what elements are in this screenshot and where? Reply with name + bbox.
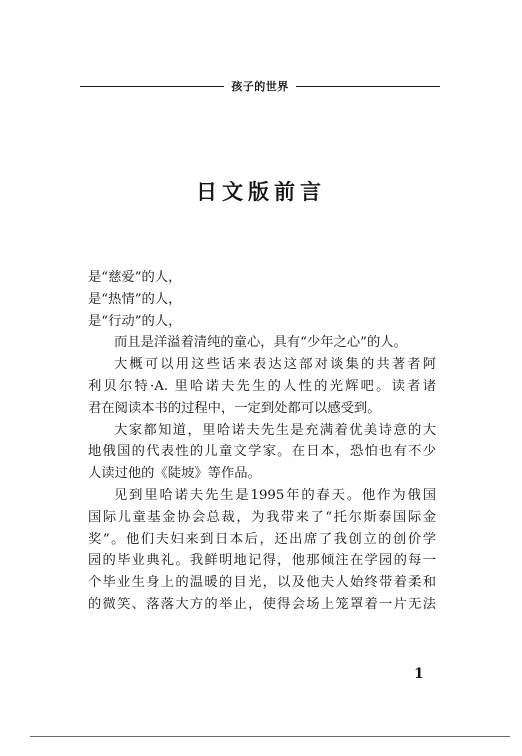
- text-line: 人读过他的《陡坡》等作品。: [88, 466, 261, 482]
- text-line: 奖”。他们夫妇来到日本后，还出席了我创立的创价学: [88, 531, 436, 547]
- text-line: 是“热情”的人，: [88, 291, 182, 307]
- text-line: 是“慈爱”的人，: [88, 270, 182, 285]
- text-line: 利贝尔特·A. 里哈诺夫先生的人性的光辉吧。读者诸: [88, 378, 436, 394]
- scan-edge-line: [30, 736, 510, 737]
- text-line: 个毕业生身上的温暖的目光，以及他夫人始终带着柔和: [88, 575, 436, 591]
- text-line: 地俄国的代表性的儿童文学家。在日本，恐怕也有不少: [88, 444, 436, 460]
- header-rule-right: [296, 86, 440, 87]
- header-rule-left: [80, 86, 224, 87]
- text-line: 而且是洋溢着清纯的童心，具有“少年之心”的人。: [114, 335, 407, 351]
- body-text: [88, 267, 436, 616]
- text-line: 大家都知道，里哈诺夫先生是充满着优美诗意的大: [114, 422, 436, 438]
- text-line: 君在阅读本书的过程中，一定到处都可以感受到。: [88, 400, 381, 416]
- text-line: 见到里哈诺夫先生是1995年的春天。他作为俄国: [114, 487, 436, 503]
- chapter-title: 日文版前言: [196, 180, 326, 204]
- text-line: 园的毕业典礼。我鲜明地记得，他那倾注在学园的每一: [88, 553, 436, 569]
- text-line: 大概可以用这些话来表达这部对谈集的共著者阿: [114, 357, 436, 373]
- text-line: 是“行动”的人，: [88, 313, 182, 329]
- running-header-title: 孩子的世界: [231, 80, 289, 93]
- page-number: 1: [414, 666, 424, 682]
- text-line: 国际儿童基金协会总裁，为我带来了“托尔斯泰国际金: [88, 509, 436, 525]
- text-line: 的微笑、落落大方的举止，使得会场上笼罩着一片无法: [88, 596, 436, 612]
- running-header: [80, 78, 440, 94]
